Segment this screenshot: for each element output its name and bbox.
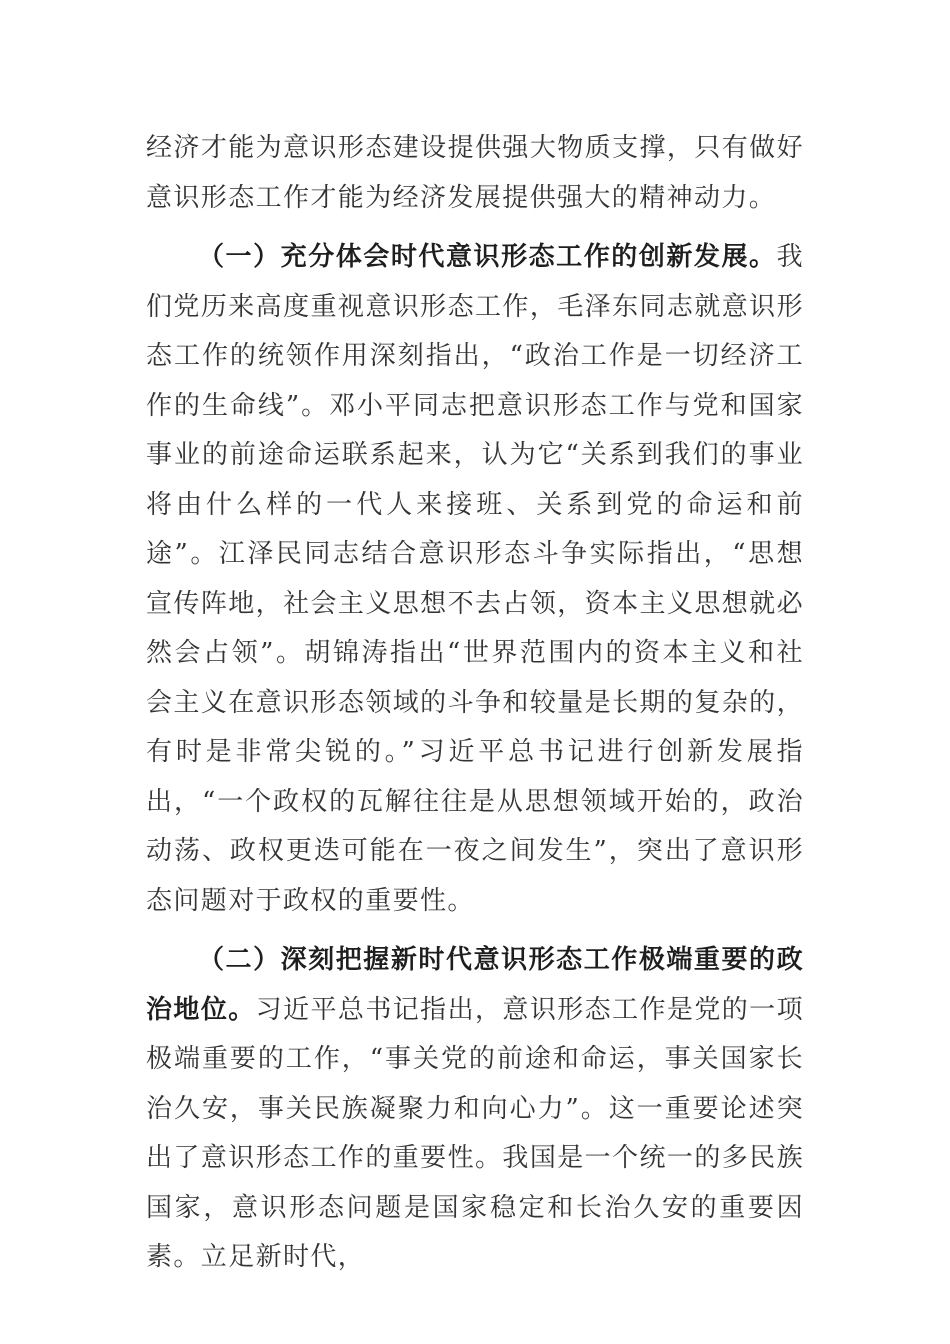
section-heading: （二）深刻把握新时代意识形态工作极端重要的政治地位。 [146,945,804,1025]
paragraph-section-2 [146,936,804,1283]
paragraph-continuation [146,124,804,223]
paragraph-body: 习近平总书记指出，意识形态工作是党的一项极端重要的工作，“事关党的前途和命运，事关国家长治久安，事关民族凝聚力和向心力”。这一重要论述突出了意识形态工作的重要性。我国是一个统一的多民族国家，意识形态问题是国家稳定和长治久安的重要因素。立足新时代， [146,994,804,1272]
paragraph-body: 经济才能为意识形态建设提供强大物质支撑，只有做好意识形态工作才能为经济发展提供强大的精神动力。 [146,133,804,213]
paragraph-body: 我们党历来高度重视意识形态工作，毛泽东同志就意识形态工作的统领作用深刻指出，“政治工作是一切经济工作的生命线”。邓小平同志把意识形态工作与党和国家事业的前途命运联系起来，认为它“关系到我们的事业将由什么样的一代人来接班、关系到党的命运和前途”。江泽民同志结合意识形态斗争实际指出，“思想宣传阵地，社会主义思想不去占领，资本主义思想就必然会占领”。胡锦涛指出“世界范围内的资本主义和社会主义在意识形态领域的斗争和较量是长期的复杂的，有时是非常尖锐的。”习近平总书记进行创新发展指出，“一个政权的瓦解往往是从思想领域开始的，政治动荡、政权更迭可能在一夜之间发生”，突出了意识形态问题对于政权的重要性。 [146,242,804,916]
section-heading: （一）充分体会时代意识形态工作的创新发展。 [198,242,777,272]
paragraph-section-1 [146,233,804,926]
document-page [146,124,804,1293]
